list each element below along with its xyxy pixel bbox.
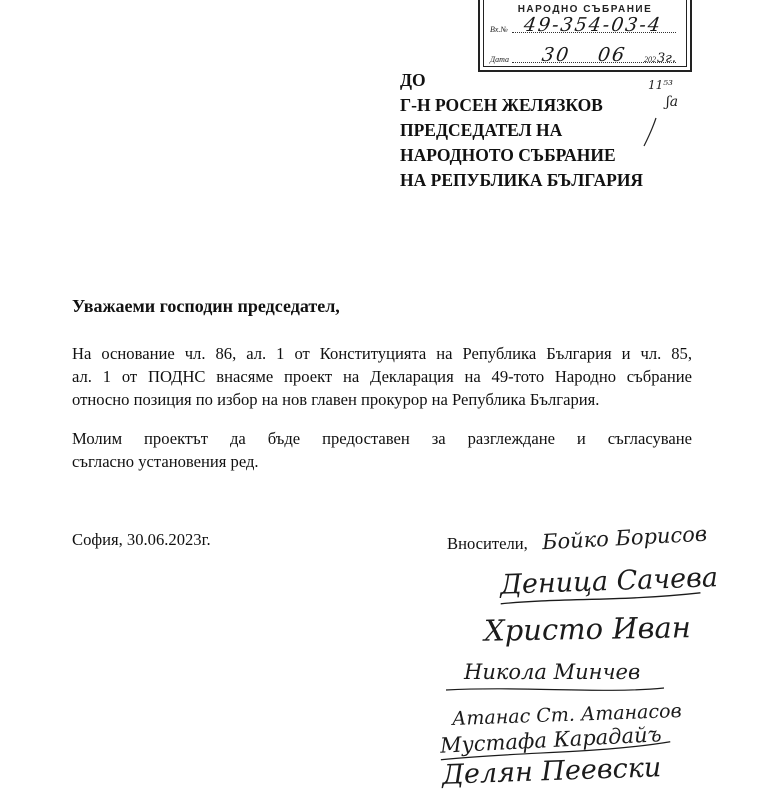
stamp-date-line xyxy=(512,62,676,63)
margin-note-time: 11⁵³ xyxy=(648,78,673,92)
paragraph-2-line-1: Молим проектът да бъде предоставен за разглеждане и съгласуване xyxy=(72,429,692,448)
signature-7-text: Делян Пеевски xyxy=(441,752,662,791)
registration-stamp xyxy=(478,0,692,72)
signature-1 xyxy=(541,522,707,555)
stamp-date-row xyxy=(490,44,676,66)
addressee-line-country: НА РЕПУБЛИКА БЪЛГАРИЯ xyxy=(400,170,644,190)
stamp-reg-label: Вх.№ xyxy=(490,25,508,34)
paragraph-1-line-3: относно позиция по избор на нов главен прокурор на Република България. xyxy=(72,390,600,409)
body-paragraph-2 xyxy=(72,427,692,473)
signature-4-underline xyxy=(464,660,694,700)
signature-2-text: Деница Сачева xyxy=(499,562,719,601)
margin-handwritten-note xyxy=(638,78,678,148)
signature-2-underline xyxy=(500,562,721,610)
stamp-year-suffix: 3г. xyxy=(657,51,676,66)
signature-5-text: Атанас Ст. Атанасов xyxy=(451,700,682,730)
stamp-header: НАРОДНО СЪБРАНИЕ xyxy=(517,4,653,15)
paragraph-1-line-1: На основание чл. 86, ал. 1 от Конституцията на Република България и чл. 85, xyxy=(72,344,692,363)
stamp-reg-number: 49-354-03-4 xyxy=(522,14,664,36)
signature-6-text: Мустафа Карадайъ xyxy=(439,722,663,758)
signature-2 xyxy=(500,562,719,601)
stamp-year-prefix: 202 xyxy=(644,55,656,64)
addressee-line-name: Г-Н РОСЕН ЖЕЛЯЗКОВ xyxy=(400,95,603,115)
signature-4 xyxy=(464,660,640,684)
stamp-date-month: 06 xyxy=(596,44,628,66)
margin-note-initials: ʃa xyxy=(666,94,679,110)
signature-1-text: Бойко Борисов xyxy=(541,521,708,555)
stamp-reg-row xyxy=(490,14,676,36)
salutation: Уважаеми господин председател, xyxy=(72,296,340,316)
stamp-date-day: 30 xyxy=(540,44,572,66)
submitters-label: Вносители, xyxy=(447,534,528,553)
paragraph-1-line-2: ал. 1 от ПОДНС внасяме проект на Декларация на 49-тото Народно събрание xyxy=(72,367,692,386)
signature-3-text: Христо Иван xyxy=(483,610,692,648)
paragraph-2-line-2: съгласно установения ред. xyxy=(72,452,259,471)
addressee-line-to: ДО xyxy=(400,70,426,90)
body-paragraph-1 xyxy=(72,342,692,411)
place-date: София, 30.06.2023г. xyxy=(72,530,211,549)
addressee-line-title: ПРЕДСЕДАТЕЛ НА xyxy=(400,120,563,140)
signature-3 xyxy=(484,610,691,648)
addressee-block xyxy=(400,68,643,193)
addressee-line-institution: НАРОДНОТО СЪБРАНИЕ xyxy=(400,145,616,165)
signature-7 xyxy=(442,752,662,791)
signature-4-text: Никола Минчев xyxy=(464,660,641,684)
stamp-reg-line xyxy=(512,32,676,33)
stamp-date-label: Дата xyxy=(490,55,509,64)
